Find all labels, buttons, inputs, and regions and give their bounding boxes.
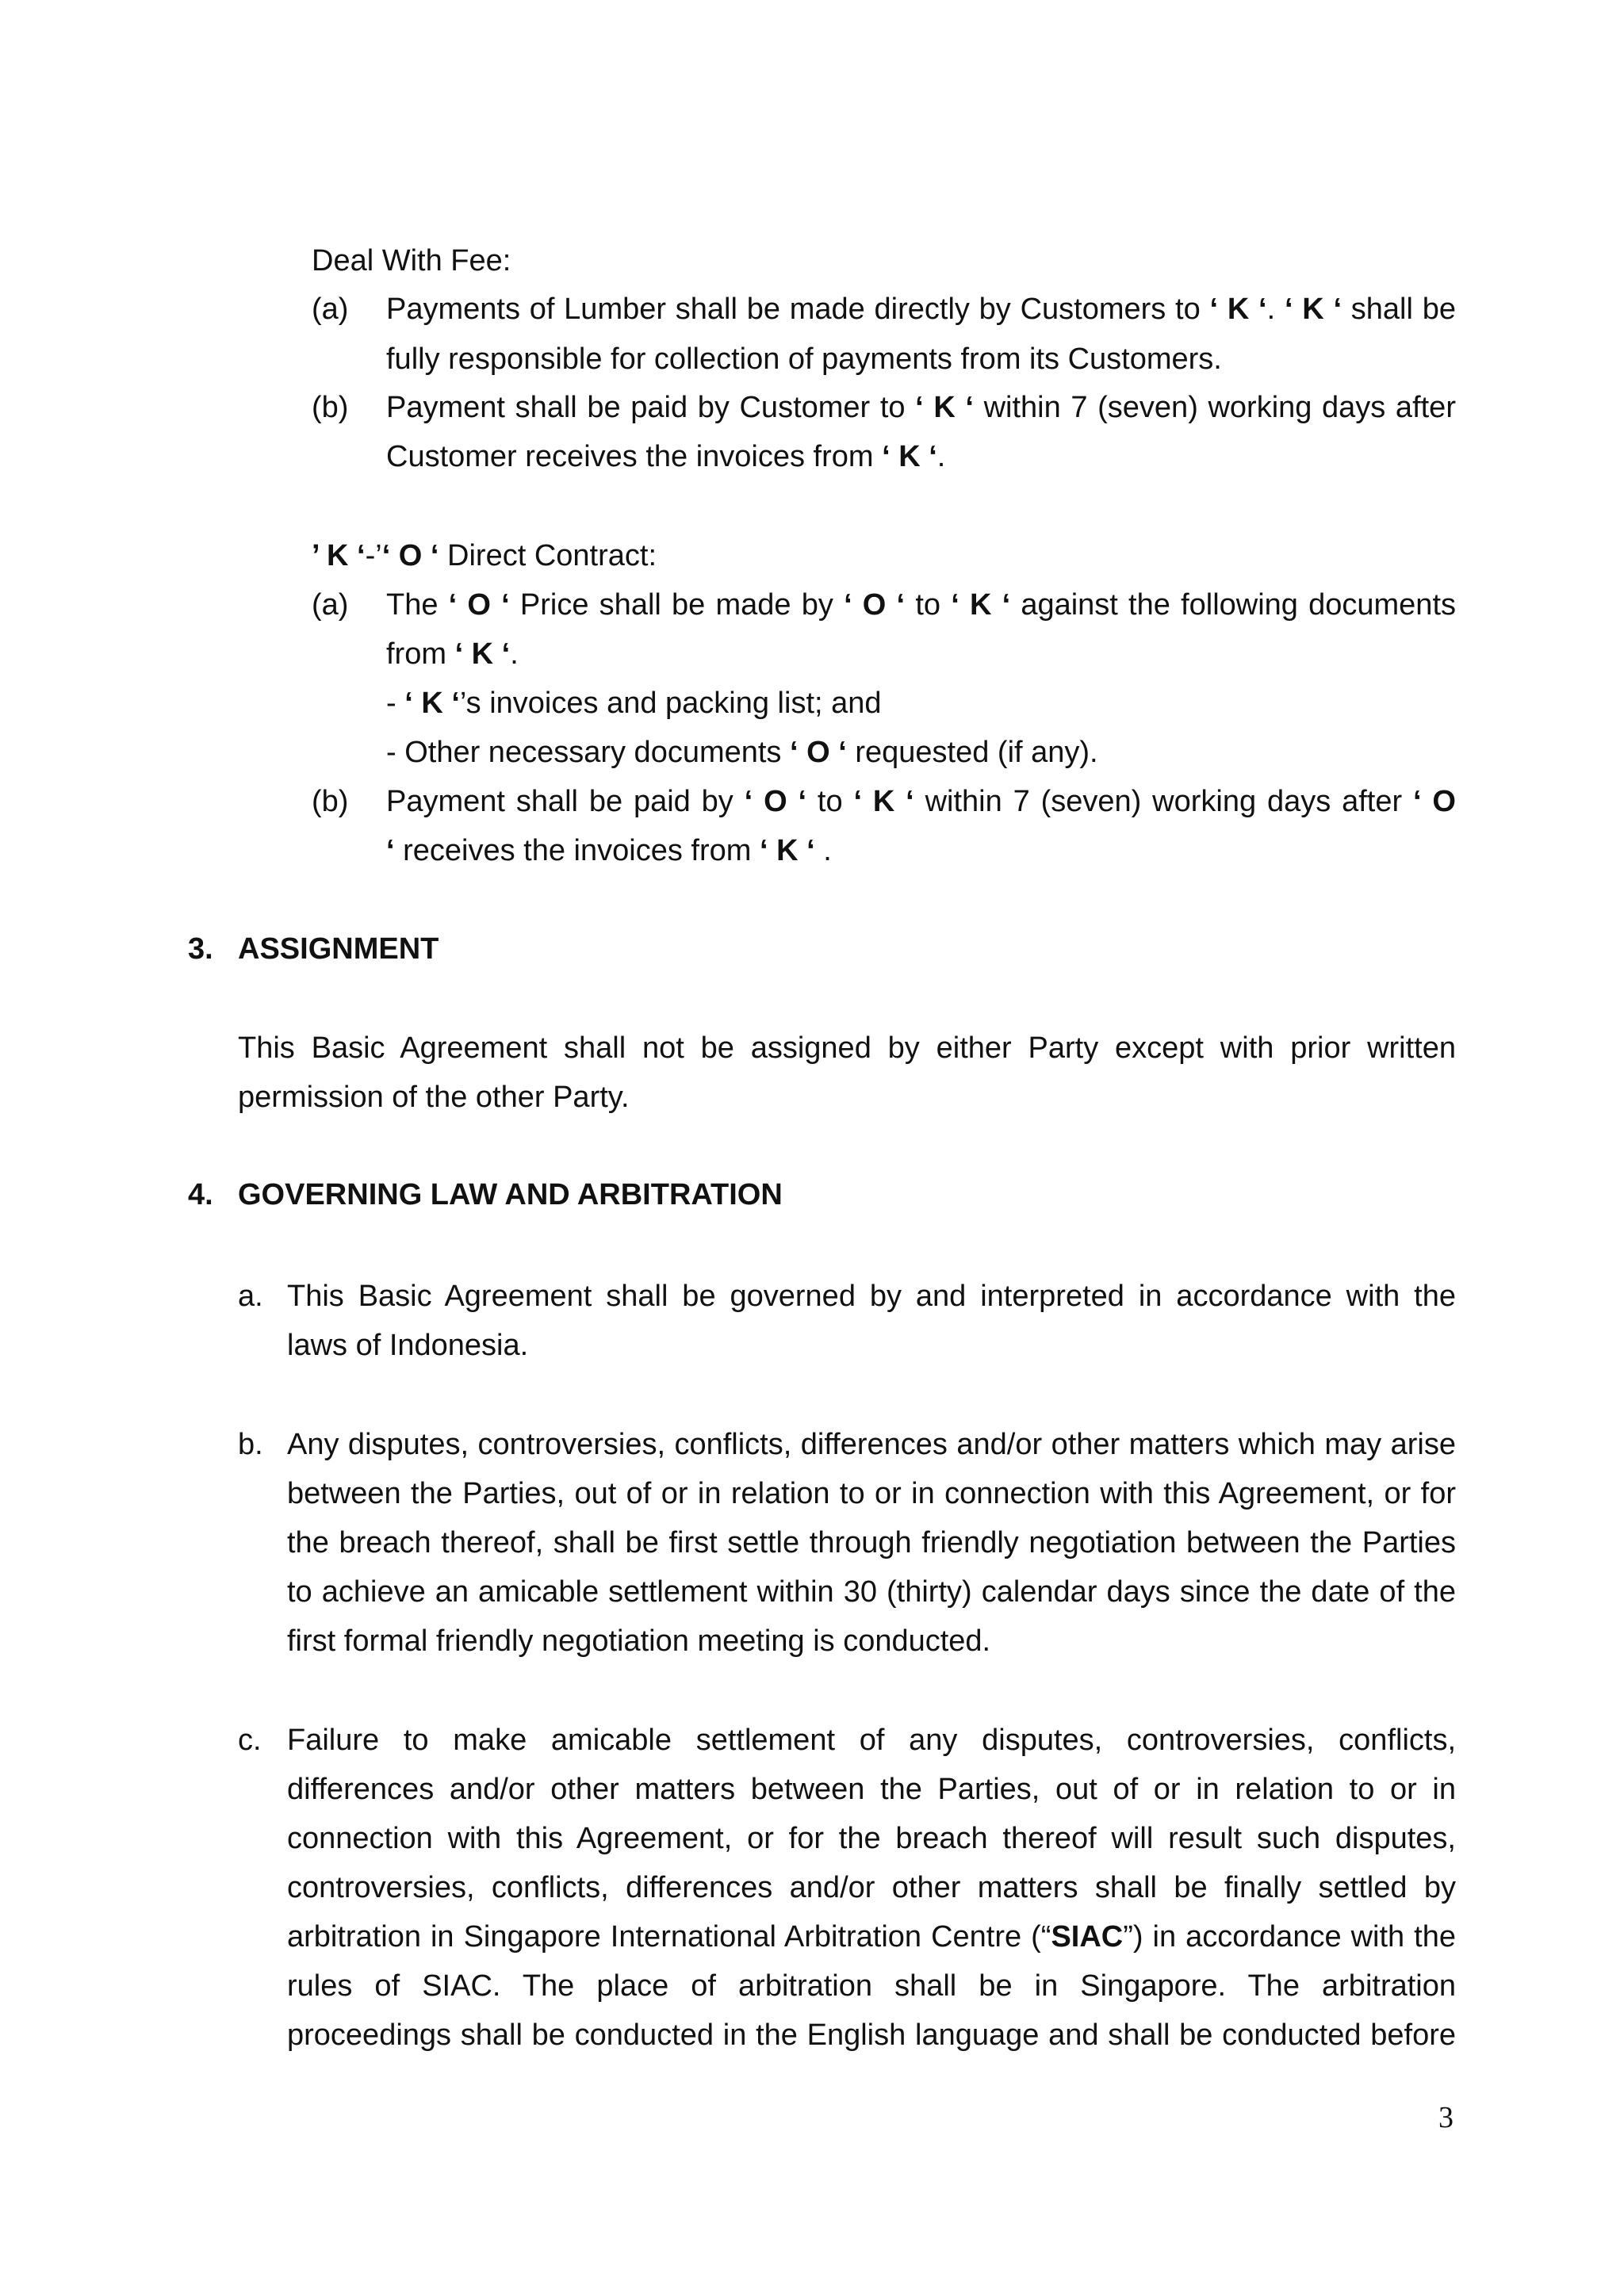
item-a-line-2: fully responsible for collection of payments from its Customers. (386, 342, 1222, 376)
clause-b-line-1: Any disputes, controversies, conflicts, differences and/or other matters which may arise (287, 1428, 1456, 1461)
item-b-line-1: Payment shall be paid by Customer to ‘ K ‘ within 7 (seven) working days after (386, 391, 1456, 424)
direct-item-b-line-1: Payment shall be paid by ‘ O ‘ to ‘ K ‘ within 7 (seven) working days after ‘ O (386, 785, 1456, 818)
section-3-heading: ASSIGNMENT (238, 932, 439, 966)
item-a-line-1: Payments of Lumber shall be made directly by Customers to ‘ K ‘. ‘ K ‘ shall be (386, 293, 1456, 326)
clause-b-line-4: to achieve an amicable settlement within 30 (thirty) calendar days since the date of the (287, 1575, 1456, 1609)
section-3-number: 3. (188, 932, 213, 966)
clause-b-label: b. (238, 1428, 263, 1461)
clause-c-line-5: arbitration in Singapore International Arbitration Centre (“SIAC”) in accordance with the (287, 1920, 1456, 1954)
clause-c-line-7: proceedings shall be conducted in the English language and shall be conducted before (287, 2019, 1456, 2052)
direct-item-a-label: (a) (312, 588, 349, 622)
direct-item-b-label: (b) (312, 785, 349, 818)
clause-c-line-2: differences and/or other matters between the Parties, out of or in relation to or in (287, 1773, 1456, 1806)
clause-b-line-2: between the Parties, out of or in relation to or in connection with this Agreement, or for (287, 1477, 1456, 1510)
section-4-number: 4. (188, 1178, 213, 1211)
direct-item-a-bullet-2: - Other necessary documents ‘ O ‘ requested (if any). (386, 736, 1098, 769)
page-number: 3 (1438, 2101, 1454, 2134)
direct-item-a-line-2: from ‘ K ‘. (386, 637, 519, 671)
section-3-paragraph-line-1: This Basic Agreement shall not be assigned by either Party except with prior written (238, 1031, 1456, 1065)
clause-c-line-6: rules of SIAC. The place of arbitration shall be in Singapore. The arbitration (287, 1969, 1456, 2003)
clause-c-line-4: controversies, conflicts, differences and/or other matters shall be finally settled by (287, 1871, 1456, 1904)
section-3-paragraph-line-2: permission of the other Party. (238, 1081, 630, 1114)
clause-a-line-2: laws of Indonesia. (287, 1329, 529, 1362)
clause-a-line-1: This Basic Agreement shall be governed by and interpreted in accordance with the (287, 1280, 1456, 1313)
deal-with-fee-title: Deal With Fee: (312, 244, 511, 277)
clause-b-line-5: first formal friendly negotiation meeting is conducted. (287, 1624, 991, 1658)
section-4-heading: GOVERNING LAW AND ARBITRATION (238, 1178, 783, 1211)
direct-item-b-line-2: ‘ receives the invoices from ‘ K ‘ . (386, 834, 832, 867)
clause-c-line-1: Failure to make amicable settlement of any disputes, controversies, conflicts, (287, 1724, 1456, 1757)
clause-b-line-3: the breach thereof, shall be first settle through friendly negotiation between the Parties (287, 1526, 1456, 1559)
clause-c-line-3: connection with this Agreement, or for the breach thereof will result such disputes, (287, 1822, 1456, 1855)
clause-c-label: c. (238, 1724, 262, 1757)
item-a-label: (a) (312, 293, 349, 326)
direct-item-a-bullet-1: - ‘ K ‘’s invoices and packing list; and (386, 687, 882, 720)
clause-a-label: a. (238, 1280, 263, 1313)
direct-contract-title: ’ K ‘-’‘ O ‘ Direct Contract: (312, 539, 657, 572)
direct-item-a-line-1: The ‘ O ‘ Price shall be made by ‘ O ‘ to ‘ K ‘ against the following documents (386, 588, 1456, 622)
item-b-line-2: Customer receives the invoices from ‘ K ‘. (386, 440, 946, 473)
item-b-label: (b) (312, 391, 349, 424)
